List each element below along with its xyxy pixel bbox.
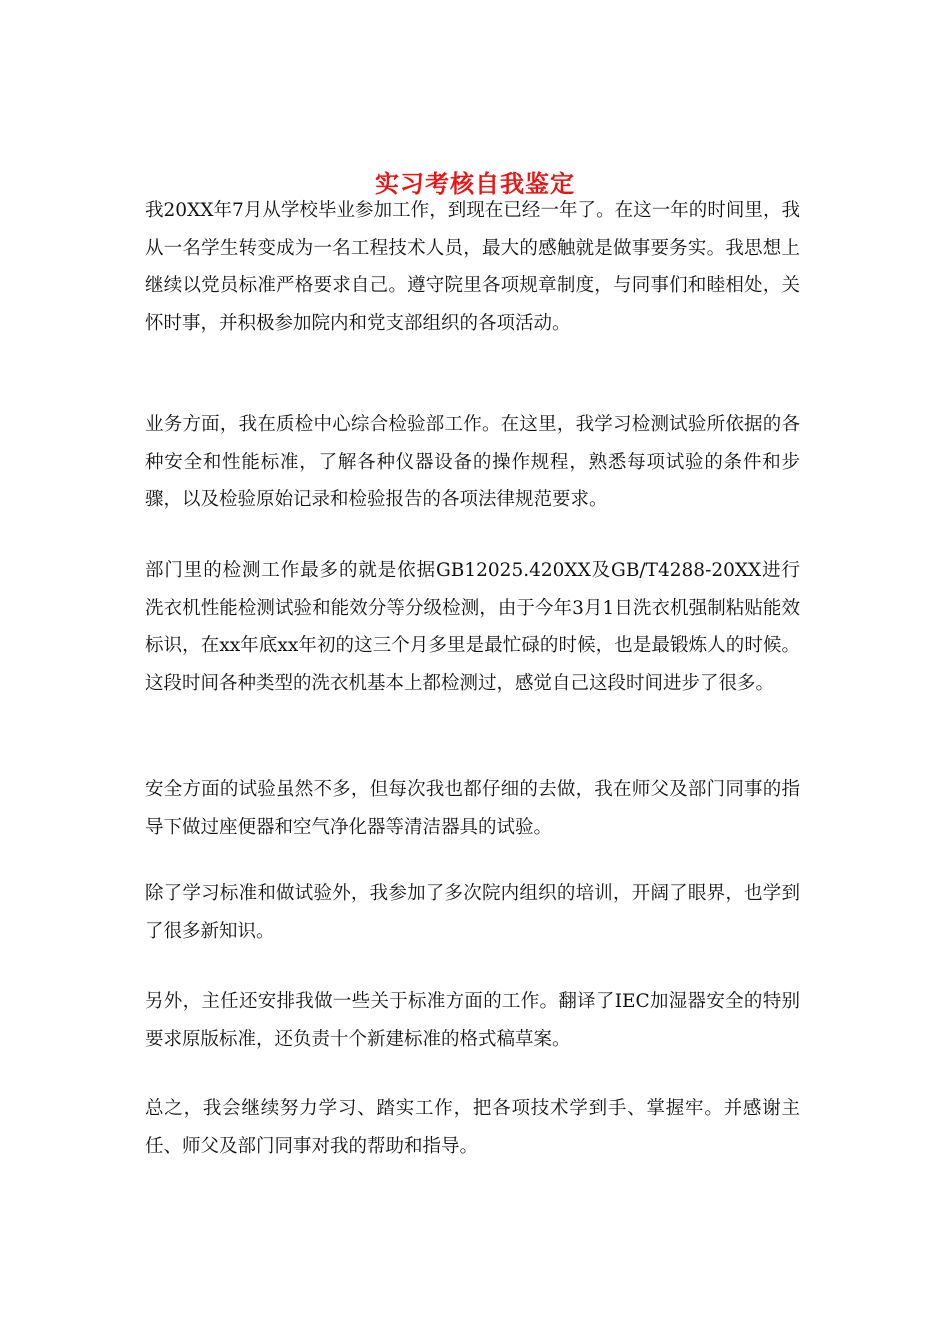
document-title: 实习考核自我鉴定 [375, 169, 575, 199]
paragraph-training: 除了学习标准和做试验外，我参加了多次院内组织的培训，开阔了眼界，也学到了很多新知识。 [145, 883, 800, 942]
paragraph-safety: 安全方面的试验虽然不多，但每次我也都仔细的去做，我在师父及部门同事的指导下做过座便器和空气净化器等清洁器具的试验。 [145, 779, 800, 838]
paragraph-intro: 我20XX年7月从学校毕业参加工作，到现在已经一年了。在这一年的时间里，我从一名学生转变成为一名工程技术人员，最大的感触就是做事要务实。我思想上继续以党员标准严格要求自己。遵守院里各项规章制度，与同事们和睦相处，关怀时事，并积极参加院内和党支部组织的各项活动。 [145, 200, 800, 334]
paragraph-business: 业务方面，我在质检中心综合检验部工作。在这里，我学习检测试验所依据的各种安全和性能标准，了解各种仪器设备的操作规程，熟悉每项试验的条件和步骤，以及检验原始记录和检验报告的各项法律规范要求。 [145, 414, 800, 510]
paragraph-testing-work: 部门里的检测工作最多的就是依据GB12025.420XX及GB/T4288-20XX进行洗衣机性能检测试验和能效分等分级检测，由于今年3月1日洗衣机强制粘贴能效标识，在xx年底xx年初的这三个月多里是最忙碌的时候，也是最锻炼人的时候。这段时间各种类型的洗衣机基本上都检测过，感觉自己这段时间进步了很多。 [145, 560, 800, 694]
paragraph-conclusion: 总之，我会继续努力学习、踏实工作，把各项技术学到手、掌握牢。并感谢主任、师父及部门同事对我的帮助和指导。 [145, 1098, 800, 1157]
paragraph-standards: 另外，主任还安排我做一些关于标准方面的工作。翻译了IEC加湿器安全的特别要求原版标准，还负责十个新建标准的格式稿草案。 [145, 991, 800, 1050]
